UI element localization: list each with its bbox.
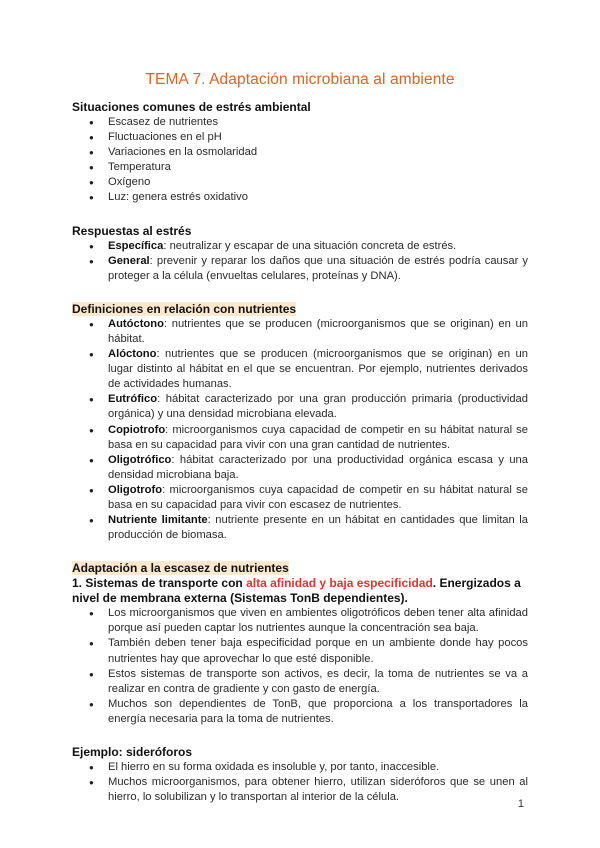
list-item	[72, 317, 528, 347]
list-item	[72, 423, 528, 453]
definition: : nutriente presente en un hábitat en cantidades que limitan la producción de biomasa.	[108, 514, 528, 542]
term: Copiotrofo	[108, 423, 166, 436]
list-item	[72, 392, 528, 422]
highlighted-heading: Definiciones en relación con nutrientes	[72, 301, 297, 316]
list-item: ● Variaciones en la osmolaridad	[72, 145, 528, 160]
list-nutrient-definitions	[72, 317, 528, 543]
list-siderophores	[72, 760, 528, 805]
list-item: ● El hierro en su forma oxidada es insoluble y, por tanto, inaccesible.	[72, 760, 528, 775]
page-number: 1	[517, 798, 524, 810]
term: Nutriente limitante	[108, 514, 208, 527]
definition: : hábitat caracterizado por una productividad orgánica escasa y una densidad microbiana baja.	[108, 453, 528, 481]
subheading-suffix: . Energizados a nivel de membrana externa (Sistemas TonB dependientes).	[72, 576, 521, 606]
list-item	[72, 453, 528, 483]
list-item: ● Fluctuaciones en el pH	[72, 130, 528, 145]
list-item: ● Muchos son dependientes de TonB, que proporciona a los transportadores la energía necesaria para la toma de nutrientes.	[72, 697, 528, 727]
term: Alóctono	[108, 348, 157, 361]
term: Eutrófico	[108, 393, 158, 406]
list-item	[72, 254, 528, 284]
term: Oligotrofo	[108, 483, 163, 496]
definition: : prevenir y reparar los daños que una situación de estrés podría causar y proteger a la célula (envueltas celulares, proteínas y DNA).	[108, 254, 528, 282]
subheading-transport-systems	[72, 576, 528, 606]
list-item: ● Los microorganismos que viven en ambientes oligotróficos deben tener alta afinidad porque así pueden captar los nutrientes aunque la concentración sea baja.	[72, 606, 528, 636]
list-item	[72, 239, 528, 254]
section-heading-stress-responses: Respuestas al estrés	[72, 223, 192, 238]
term: Autóctono	[108, 317, 164, 330]
term: General	[108, 254, 150, 267]
list-item: ● Oxígeno	[72, 175, 528, 190]
definition: : nutrientes que se producen (microorganismos que se originan) en un hábitat.	[108, 317, 528, 345]
list-item	[72, 347, 528, 392]
list-item: ● También deben tener baja especificidad porque en un ambiente donde hay pocos nutrientes hay que aprovechar lo que esté disponible.	[72, 636, 528, 666]
list-item: ● Temperatura	[72, 160, 528, 175]
list-item: ● Luz: genera estrés oxidativo	[72, 190, 528, 205]
definition: : microorganismos cuya capacidad de competir en su hábitat natural se basa en su capacidad para vivir con escasez de nutrientes.	[108, 483, 528, 511]
section-heading-nutrient-scarcity	[72, 561, 528, 576]
section-heading-nutrient-definitions	[72, 302, 528, 317]
definition: : nutrientes que se producen (microorganismos que se originan) en un lugar distinto al hábitat en el que se encuentran. Por ejemplo, nutrientes derivados de actividades humanas.	[108, 348, 528, 391]
section-heading-siderophores: Ejemplo: sideróforos	[72, 745, 193, 759]
list-transport-systems	[72, 606, 528, 727]
list-stress-situations	[72, 115, 528, 206]
subheading-prefix: 1. Sistemas de transporte con	[72, 576, 247, 591]
list-item: ● Muchos microorganismos, para obtener hierro, utilizan sideróforos que se unen al hierro, lo solubilizan y lo transportan al interior de la célula.	[72, 775, 528, 805]
list-item	[72, 513, 528, 543]
highlighted-heading: Adaptación a la escasez de nutrientes	[72, 561, 289, 576]
list-item	[72, 483, 528, 513]
term: Oligotrófico	[108, 453, 172, 466]
page-title: TEMA 7. Adaptación microbiana al ambiente	[145, 71, 455, 88]
subheading-red-emphasis: alta afinidad y baja especificidad	[246, 576, 433, 591]
definition: : neutralizar y escapar de una situación concreta de estrés.	[163, 239, 457, 252]
term: Específica	[108, 239, 164, 252]
definition: : microorganismos cuya capacidad de competir en su hábitat natural se basa en su capacidad para vivir con una gran cantidad de nutrientes.	[108, 423, 528, 451]
list-item: ● Escasez de nutrientes	[72, 115, 528, 130]
list-stress-responses	[72, 239, 528, 284]
list-item: ● Estos sistemas de transporte son activos, es decir, la toma de nutrientes se va a realizar en contra de gradiente y con gasto de energía.	[72, 667, 528, 697]
definition: : hábitat caracterizado por una gran producción primaria (productividad orgánica) y una densidad microbiana elevada.	[108, 393, 528, 421]
section-heading-stress-situations: Situaciones comunes de estrés ambiental	[72, 100, 311, 114]
document-body	[72, 100, 528, 805]
